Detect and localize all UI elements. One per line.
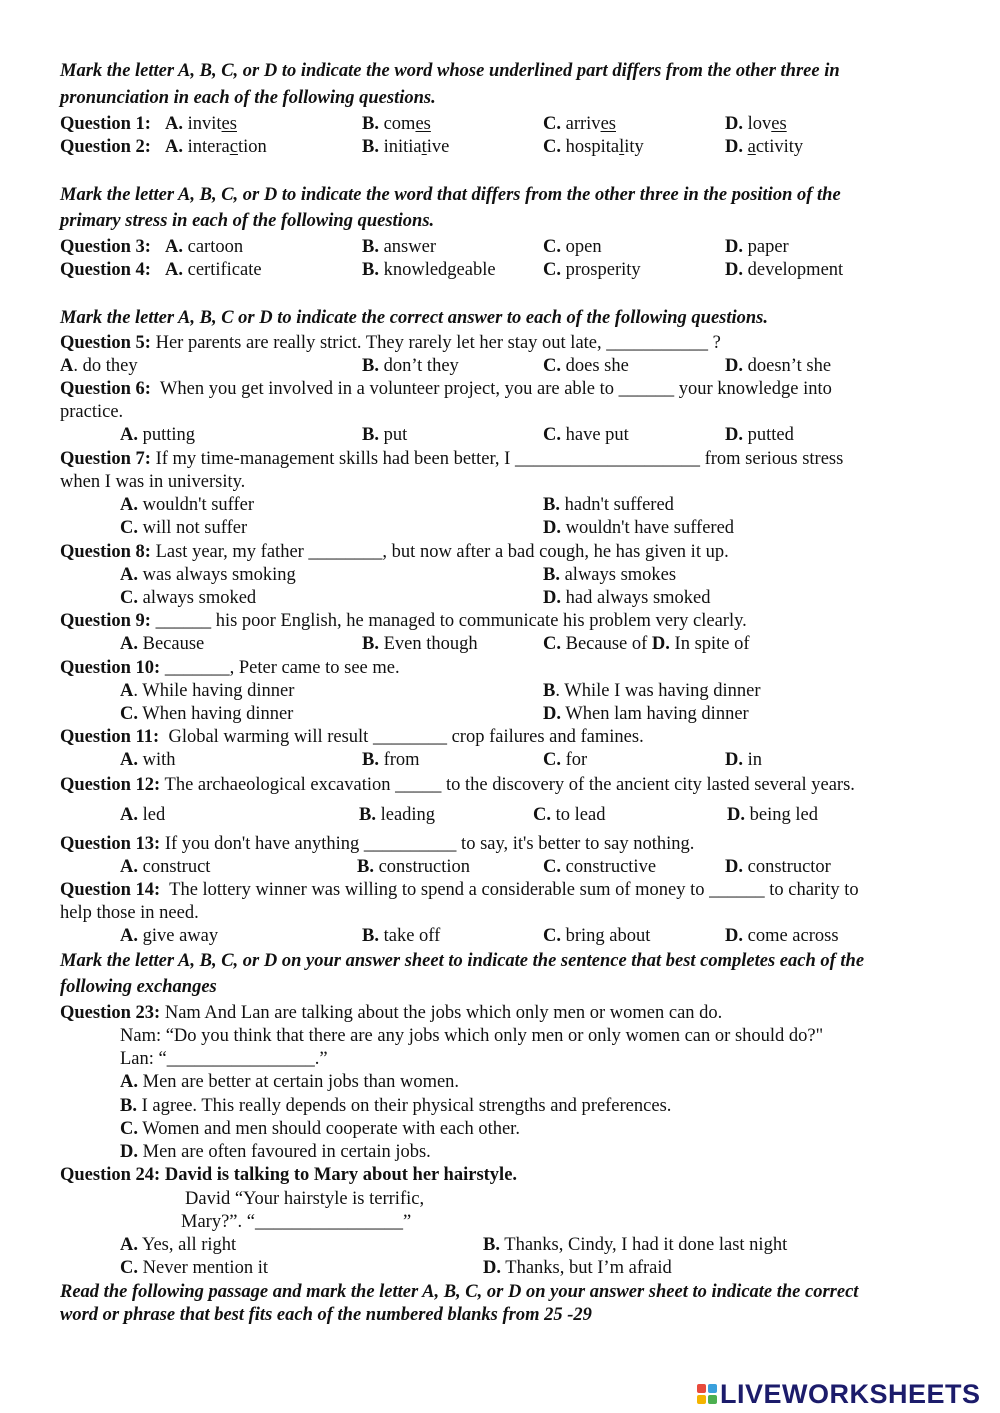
instruction-correct-answer: Mark the letter A, B, C or D to indicate the correct answer to each of the following questions. [60,308,768,328]
instruction-pronunciation: Mark the letter A, B, C, or D to indicate the word whose underlined part differs from the other three in [60,61,840,81]
instruction-pronunciation-cont: pronunciation in each of the following questions. [60,88,436,108]
liveworksheets-logo [697,1380,981,1408]
instruction-exchanges-cont: following exchanges [60,977,217,997]
instruction-stress: Mark the letter A, B, C, or D to indicate the word that differs from the other three in the position of the [60,185,841,205]
instruction-stress-cont: primary stress in each of the following questions. [60,211,435,231]
logo-mark-square-1 [697,1384,706,1393]
logo-mark-icon [697,1384,717,1404]
logo-text: LIVEWORKSHEETS [720,1378,981,1409]
instruction-passage: Read the following passage and mark the letter A, B, C, or D on your answer sheet to indicate the correct [60,1282,859,1302]
instruction-exchanges: Mark the letter A, B, C, or D on your answer sheet to indicate the sentence that best completes each of the [60,951,865,971]
instruction-passage-cont: word or phrase that best fits each of the numbered blanks from 25 -29 [60,1305,592,1325]
logo-mark-square-4 [708,1395,717,1404]
logo-mark-square-2 [708,1384,717,1393]
logo-mark-square-3 [697,1395,706,1404]
